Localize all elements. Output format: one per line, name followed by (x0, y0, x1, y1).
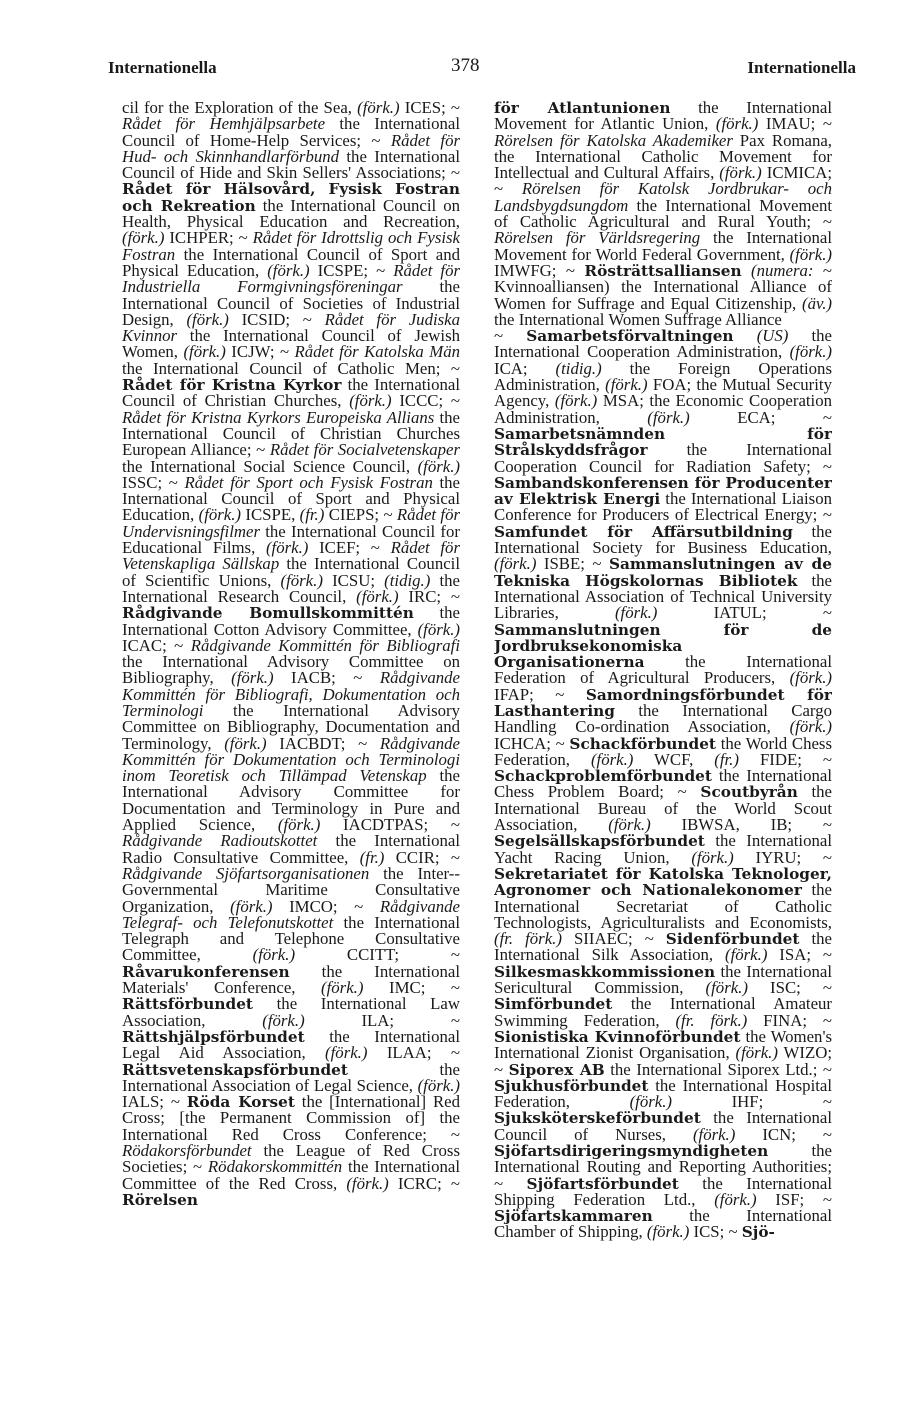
page-number: 378 (451, 55, 480, 76)
right-column (494, 100, 832, 1400)
entry-block: cil for the Exploration of the Sea, (förk.) ICES; ~ Rådet för Hemhjälpsarbete the International Council of Home-Help Services; ~ Rådet för Hud- och Skinnhandlarförbund the International Council of Hide and Skin Sellers' Associations; ~ Rådet för Hälsovård, Fysisk Fostran och Rekreation the International Council on Health, Physical Education and Recreation, (förk.) ICHPER; ~ Rådet för Idrottslig och Fysisk Fostran the International Council of Sport and Physical Education, (förk.) ICSPE; ~ Rådet för Industriella Formgivningsföreningar the International Council of Societies of Industrial Design, (förk.) ICSID; ~ Rådet för Judiska Kvinnor the International Council of Jewish Women, (förk.) ICJW; ~ Rådet för Katolska Män the International Council of Catholic Men; ~ Rådet för Kristna Kyrkor the International Council of Christian Churches, (förk.) ICCC; ~ Rådet för Kristna Kyrkors Europeiska Allians the International Council of Christian Churches European Alliance; ~ Rådet för Socialvetenskaper the International Social Science Council, (förk.) ISSC; ~ Rådet för Sport och Fysisk Fostran the International Council of Sport and Physical Education, (förk.) ICSPE, (fr.) CIEPS; ~ Rådet för Undervisningsfilmer the International Council for Educational Films, (förk.) ICEF; ~ Rådet för Vetenskapliga Sällskap the International Council of Scientific Unions, (förk.) ICSU; (tidig.) the International Research Council, (förk.) IRC; ~ Rådgivande Bomullskommittén the International Cotton Advisory Committee, (förk.) ICAC; ~ Rådgivande Kommittén för Bibliografi the International Advisory Committee on Bibliography, (förk.) IACB; ~ Rådgivande Kommittén för Bibliografi, Dokumentation och Terminologi the International Advisory Committee on Bibliography, Documentation and Terminology, (förk.) IACBDT; ~ Rådgivande Kommittén för Dokumentation och Terminologi inom Teoretisk och Tillämpad Vetenskap the International Advisory Committee for Documentation and Terminology in Pure and Applied Science, (förk.) IACDTPAS; ~ Rådgivande Radioutskottet the International Radio Consultative Committee, (fr.) CCIR; ~ Rådgivande Sjöfartsorganisationen the Inter--Governmental Maritime Consultative Organization, (förk.) IMCO; ~ Rådgivande Telegraf- och Telefonutskottet the International Telegraph and Telephone Consultative Committee, (förk.) CCITT; ~ Råvarukonferensen the International Materials' Conference, (förk.) IMC; ~ Rättsförbundet the International Law Association, (förk.) ILA; ~ Rättshjälpsförbundet the International Legal Aid Association, (förk.) ILAA; ~ Rättsvetenskapsförbundet the International Association of Legal Science, (förk.) IALS; ~ Röda Korset the [International] Red Cross; [the Permanent Commission of] the International Red Cross Conference; ~ Rödakorsförbundet the League of Red Cross Societies; ~ Rödakorskommittén the International Committee of the Red Cross, (förk.) ICRC; ~ Rörelsen (122, 100, 460, 1209)
running-head-left: Internationella (108, 58, 217, 77)
entry-block: för Atlantunionen the International Movement for Atlantic Union, (förk.) IMAU; ~ Rörelsen för Katolska Akademiker Pax Romana, the International Catholic Movement for Intellectual and Cultural Affairs, (förk.) ICMICA; ~ Rörelsen för Katolsk Jordbrukar- och Landsbygdsungdom the International Movement of Catholic Agricultural and Rural Youth; ~ Rörelsen för Världsregering the International Movement for World Federal Government, (förk.) IMWFG; ~ Rösträttsalliansen (numera: ~ Kvinnoalliansen) the International Alliance of Women for Suffrage and Equal Citizenship, (äv.) the International Women Suffrage Alliance (494, 100, 832, 329)
left-column (122, 100, 460, 1400)
running-head-right: Internationella (747, 58, 856, 77)
entry-block: ~ Samarbetsförvaltningen (US) the International Cooperation Administration, (förk.) ICA; (tidig.) the Foreign Operations Administration, (förk.) FOA; the Mutual Security Agency, (förk.) MSA; the Economic Cooperation Administration, (förk.) ECA; ~ Samarbetsnämnden för Strålskyddsfrågor the International Cooperation Council for Radiation Safety; ~ Sambandskonferensen för Producenter av Elektrisk Energi the International Liaison Conference for Producers of Electrical Energy; ~ Samfundet för Affärsutbildning the International Society for Business Education, (förk.) ISBE; ~ Sammanslutningen av de Tekniska Högskolornas Bibliotek the International Association of Technical University Libraries, (förk.) IATUL; ~ Sammanslutningen för de Jordbruksekonomiska Organisationerna the International Federation of Agricultural Producers, (förk.) IFAP; ~ Samordningsförbundet för Lasthantering the International Cargo Handling Co-ordination Association, (förk.) ICHCA; ~ Schackförbundet the World Chess Federation, (förk.) WCF, (fr.) FIDE; ~ Schackproblemförbundet the International Chess Problem Board; ~ Scoutbyrån the International Bureau of the World Scout Association, (förk.) IBWSA, IB; ~ Segelsällskapsförbundet the International Yacht Racing Union, (förk.) IYRU; ~ Sekretariatet för Katolska Teknologer, Agronomer och Nationalekonomer the International Secretariat of Catholic Technologists, Agriculturalists and Economists, (fr. förk.) SIIAEC; ~ Sidenförbundet the International Silk Association, (förk.) ISA; ~ Silkesmaskkommissionen the International Sericultural Commission, (förk.) ISC; ~ Simförbundet the International Amateur Swimming Federation, (fr. förk.) FINA; ~ Sionistiska Kvinnoförbundet the Women's International Zionist Organisation, (förk.) WIZO; ~ Siporex AB the International Siporex Ltd.; ~ Sjukhusförbundet the International Hospital Federation, (förk.) IHF; ~ Sjuksköterskeförbundet the International Council of Nurses, (förk.) ICN; ~ Sjöfartsdirigeringsmyndigheten the International Routing and Reporting Authorities; ~ Sjöfartsförbundet the International Shipping Federation Ltd., (förk.) ISF; ~ Sjöfartskammaren the International Chamber of Shipping, (förk.) ICS; ~ Sjö- (494, 326, 832, 1242)
